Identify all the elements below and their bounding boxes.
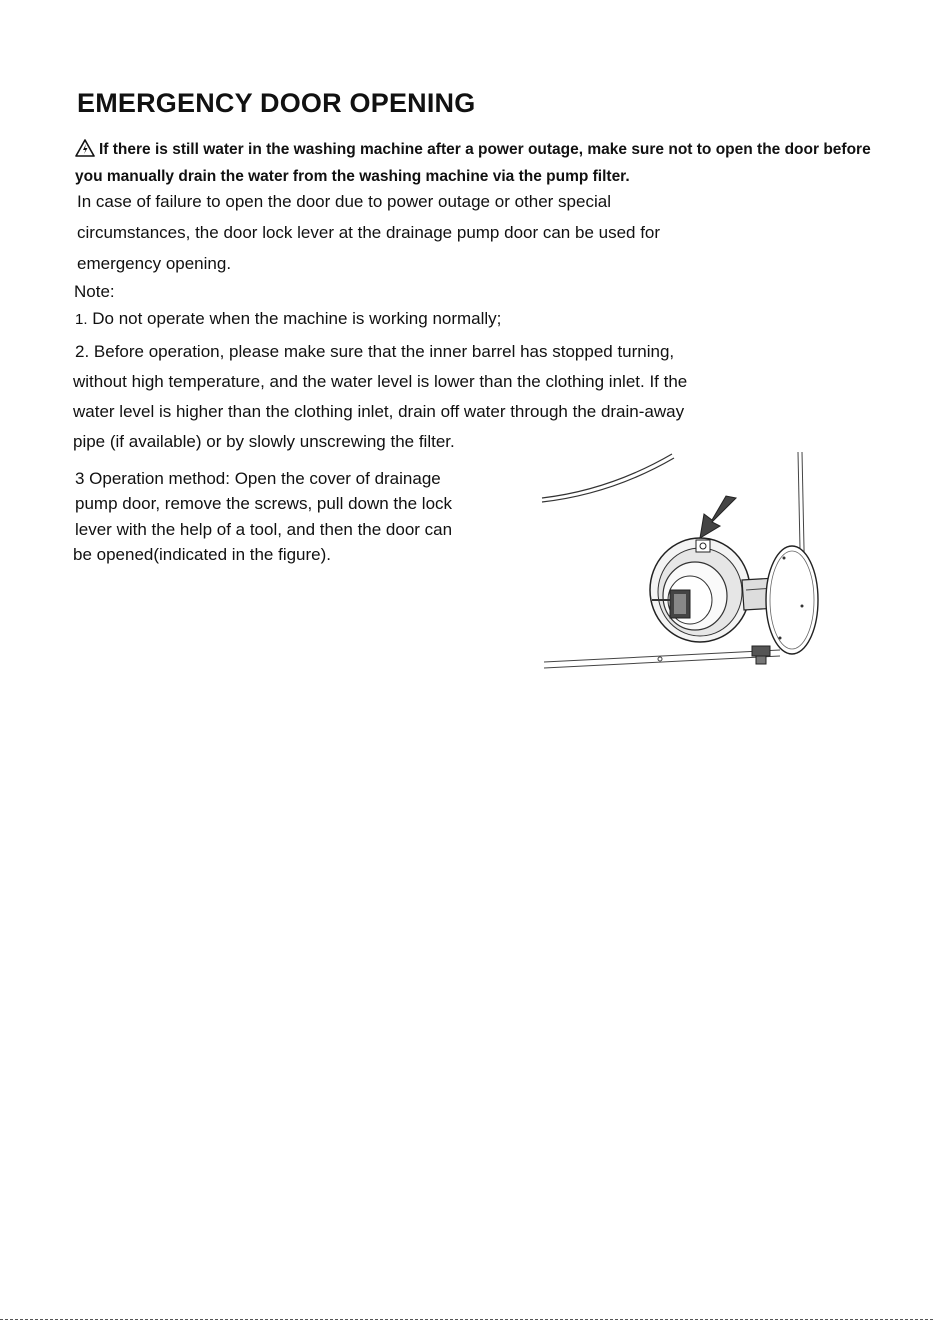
note-item-3-line-1: 3 Operation method: Open the cover of drainage <box>75 469 441 488</box>
pump-door-illustration <box>540 450 820 680</box>
note-item-1 <box>75 309 501 329</box>
note-label: Note: <box>74 282 115 301</box>
note-item-2-line-3: water level is higher than the clothing inlet, drain off water through the drain-away <box>73 402 685 421</box>
warning-notice <box>75 138 875 189</box>
intro-line-3: emergency opening. <box>77 254 232 273</box>
note-item-2-line-2: without high temperature, and the water level is lower than the clothing inlet. If the <box>73 372 688 391</box>
note-item-3-line-3: lever with the help of a tool, and then the door can <box>75 520 453 539</box>
intro-line-1: In case of failure to open the door due to power outage or other special <box>77 192 611 211</box>
warning-text: If there is still water in the washing machine after a power outage, make sure not to open the door before you manually drain the water from the washing machine via the pump filter. <box>75 141 871 185</box>
page-title: EMERGENCY DOOR OPENING <box>77 88 476 118</box>
pump-door-figure <box>540 450 820 685</box>
note-item-3-line-4: be opened(indicated in the figure). <box>73 545 332 564</box>
page-bottom-rule <box>0 1319 933 1320</box>
warning-triangle-icon <box>75 139 95 165</box>
note-item-1-number: 1. <box>75 311 88 328</box>
intro-line-2: circumstances, the door lock lever at the drainage pump door can be used for <box>77 223 661 242</box>
note-item-2-line-4: pipe (if available) or by slowly unscrewing the filter. <box>73 432 455 451</box>
note-item-3-line-2: pump door, remove the screws, pull down the lock <box>75 494 453 513</box>
note-item-2-line-1: 2. Before operation, please make sure that the inner barrel has stopped turning, <box>75 342 675 361</box>
note-item-1-text: Do not operate when the machine is working normally; <box>92 309 502 328</box>
